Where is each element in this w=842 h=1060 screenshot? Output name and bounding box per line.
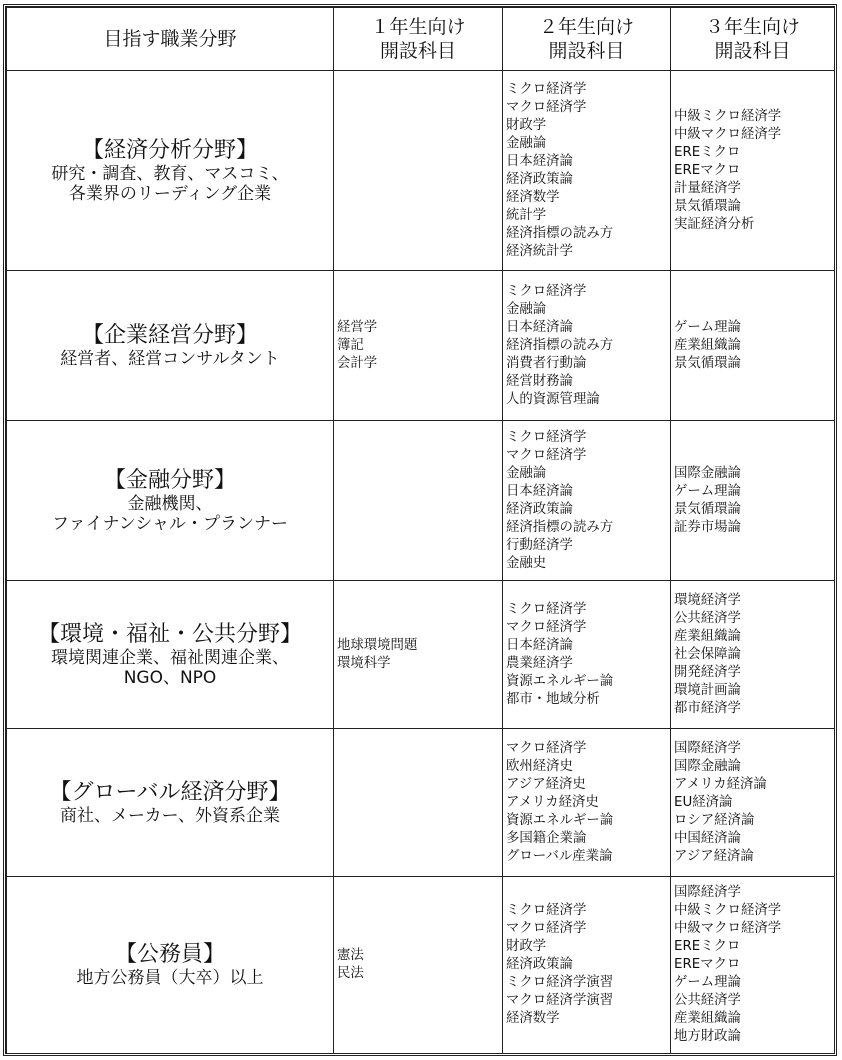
course-item: 消費者行動論 [506,355,587,371]
year3-courses-cell [671,729,835,877]
course-item: 地球環境問題 [337,637,418,653]
course-item: ミクロ経済学 [506,903,587,918]
header-year1-line1: １年生向け [370,16,466,38]
field-title: 【環境・福祉・公共分野】 [37,621,302,647]
header-year2-line2: 開設科目 [548,40,625,62]
course-item: EREミクロ [674,144,741,160]
course-item: マクロ経済学 [506,619,587,635]
course-item: EU経済論 [674,794,733,810]
course-item: ゲーム理論 [674,975,741,990]
course-item: 公共経済学 [674,610,741,626]
year2-course-list [506,902,667,1028]
course-item: 環境計画論 [674,682,741,698]
course-item: 経営学 [337,319,378,335]
year1-courses-cell [334,581,503,729]
year3-courses-cell [671,71,835,271]
course-item: 憲法 [337,948,364,963]
header-year3-line2: 開設科目 [714,40,791,62]
field-cell [7,877,334,1054]
course-item: 経済政策論 [506,501,573,517]
table-row [7,729,835,877]
field-cell [7,71,334,271]
course-item: ゲーム理論 [674,483,741,499]
course-item: 国際金融論 [674,758,741,774]
course-item: 国際経済学 [674,885,741,900]
course-item: 金融史 [506,555,547,571]
header-year3-line1: ３年生向け [704,16,800,38]
field-title: 【企業経営分野】 [81,322,258,348]
year2-courses-cell [503,729,671,877]
header-field-label: 目指す職業分野 [103,28,237,50]
course-item: 日本経済論 [506,483,573,499]
course-item: アメリカ経済史 [506,794,599,810]
year2-courses-cell [503,421,671,581]
course-item: マクロ経済学 [506,99,587,115]
header-year1-line2: 開設科目 [379,40,456,62]
course-item: 国際金融論 [674,465,741,481]
table-row [7,877,835,1054]
course-item: 国際経済学 [674,740,741,756]
year3-course-list [674,740,831,866]
year2-course-list [506,601,667,709]
course-item: 景気循環論 [674,501,741,517]
course-item: 会計学 [337,355,378,371]
table-row [7,581,835,729]
header-year2-line1: ２年生向け [538,16,634,38]
field-description: 経営者、経営コンサルタント [60,348,280,369]
field-description: 研究・調査、教育、マスコミ、 各業界のリーディング企業 [51,163,289,204]
course-item: アジア経済史 [506,776,586,792]
year3-courses-cell [671,877,835,1054]
course-item: 欧州経済史 [506,758,573,774]
course-item: EREマクロ [674,162,741,178]
field-title: 【経済分析分野】 [81,137,258,163]
course-item: 行動経済学 [506,537,573,553]
course-item: 景気循環論 [674,355,741,371]
field-title: 【公務員】 [114,942,225,967]
table-row [7,71,835,271]
course-item: マクロ経済学 [506,921,587,936]
course-item: 財政学 [506,117,547,133]
header-field [7,8,334,71]
year2-course-list [506,429,667,573]
course-item: アメリカ経済論 [674,776,767,792]
year1-courses-cell [334,421,503,581]
course-item: 産業組織論 [674,628,741,644]
course-item: 地方財政論 [674,1029,741,1044]
course-item: EREミクロ [674,939,741,954]
year1-courses-cell [334,877,503,1054]
course-item: 社会保障論 [674,646,741,662]
year2-course-list [506,283,667,409]
course-item: 経済数学 [506,1011,560,1026]
header-year2 [503,8,671,71]
course-item: 財政学 [506,939,547,954]
course-item: マクロ経済学 [506,447,587,463]
field-cell [7,729,334,877]
course-item: ミクロ経済学 [506,429,587,445]
field-title: 【グローバル経済分野】 [49,779,291,805]
header-year3 [671,8,835,71]
course-item: 資源エネルギー論 [506,673,614,689]
course-item: アジア経済論 [674,848,754,864]
year1-course-list [337,637,499,673]
course-item: 中級ミクロ経済学 [674,903,782,918]
year2-course-list [506,81,667,261]
course-item: 人的資源管理論 [506,391,600,407]
course-item: ミクロ経済学 [506,283,587,299]
year2-courses-cell [503,581,671,729]
course-item: 農業経済学 [506,655,573,671]
course-item: 経済政策論 [506,957,573,972]
course-item: 日本経済論 [506,319,573,335]
table-row [7,271,835,421]
year1-course-list [337,947,499,983]
year3-course-list [674,884,831,1046]
course-item: 民法 [337,966,364,981]
field-cell [7,271,334,421]
year3-course-list [674,592,831,718]
course-item: ゲーム理論 [674,319,741,335]
course-item: ミクロ経済学演習 [506,975,614,990]
course-item: ロシア経済論 [674,812,755,828]
year3-courses-cell [671,421,835,581]
course-item: 景気循環論 [674,198,741,214]
header-year1 [334,8,503,71]
course-item: 資源エネルギー論 [506,812,614,828]
year3-course-list [674,108,831,234]
course-item: 中級マクロ経済学 [674,126,782,142]
field-cell [7,421,334,581]
course-item: グローバル産業論 [506,848,613,864]
course-item: 実証経済分析 [674,216,755,232]
course-item: 中級マクロ経済学 [674,921,782,936]
course-item: 金融論 [506,465,547,481]
header-row [7,8,835,71]
course-item: 経済指標の読み方 [506,519,614,535]
course-table [6,7,835,1054]
course-item: 金融論 [506,301,547,317]
field-description: 環境関連企業、福祉関連企業、 NGO、NPO [51,647,289,688]
year1-courses-cell [334,729,503,877]
course-item: マクロ経済学 [506,740,587,756]
course-item: 多国籍企業論 [506,830,587,846]
course-item: 経済数学 [506,189,560,205]
course-item: マクロ経済学演習 [506,993,614,1008]
course-item: 産業組織論 [674,337,741,353]
field-cell [7,581,334,729]
year2-courses-cell [503,271,671,421]
course-item: 都市・地域分析 [506,691,600,707]
year1-course-list [337,319,499,373]
course-item: 中国経済論 [674,830,741,846]
course-item: 証券市場論 [674,519,741,535]
year1-courses-cell [334,271,503,421]
year3-courses-cell [671,581,835,729]
course-item: 日本経済論 [506,637,573,653]
course-item: 経済統計学 [506,243,573,259]
course-item: 経済指標の読み方 [506,337,614,353]
year1-courses-cell [334,71,503,271]
year3-course-list [674,319,831,373]
course-item: 開発経済学 [674,664,741,680]
field-description: 地方公務員（大卒）以上 [76,968,264,988]
year2-courses-cell [503,71,671,271]
year2-course-list [506,740,667,866]
course-item: 都市経済学 [674,700,741,716]
course-item: ミクロ経済学 [506,81,587,97]
course-item: ミクロ経済学 [506,601,587,617]
year2-courses-cell [503,877,671,1054]
course-item: 公共経済学 [674,993,741,1008]
course-item: 環境科学 [337,655,391,671]
course-item: 経営財務論 [506,373,573,389]
table-row [7,421,835,581]
course-item: 産業組織論 [674,1011,741,1026]
course-item: EREマクロ [674,957,741,972]
course-item: 計量経済学 [674,180,741,196]
course-item: 統計学 [506,207,547,223]
course-item: 金融論 [506,135,547,151]
course-item: 簿記 [337,337,364,353]
course-item: 経済政策論 [506,171,573,187]
year3-courses-cell [671,271,835,421]
field-description: 商社、メーカー、外資系企業 [60,805,280,826]
year3-course-list [674,465,831,537]
course-item: 経済指標の読み方 [506,225,614,241]
field-description: 金融機関、 ファイナンシャル・プランナー [51,493,289,534]
course-item: 中級ミクロ経済学 [674,108,782,124]
field-title: 【金融分野】 [103,467,236,493]
course-item: 環境経済学 [674,592,741,608]
course-item: 日本経済論 [506,153,573,169]
